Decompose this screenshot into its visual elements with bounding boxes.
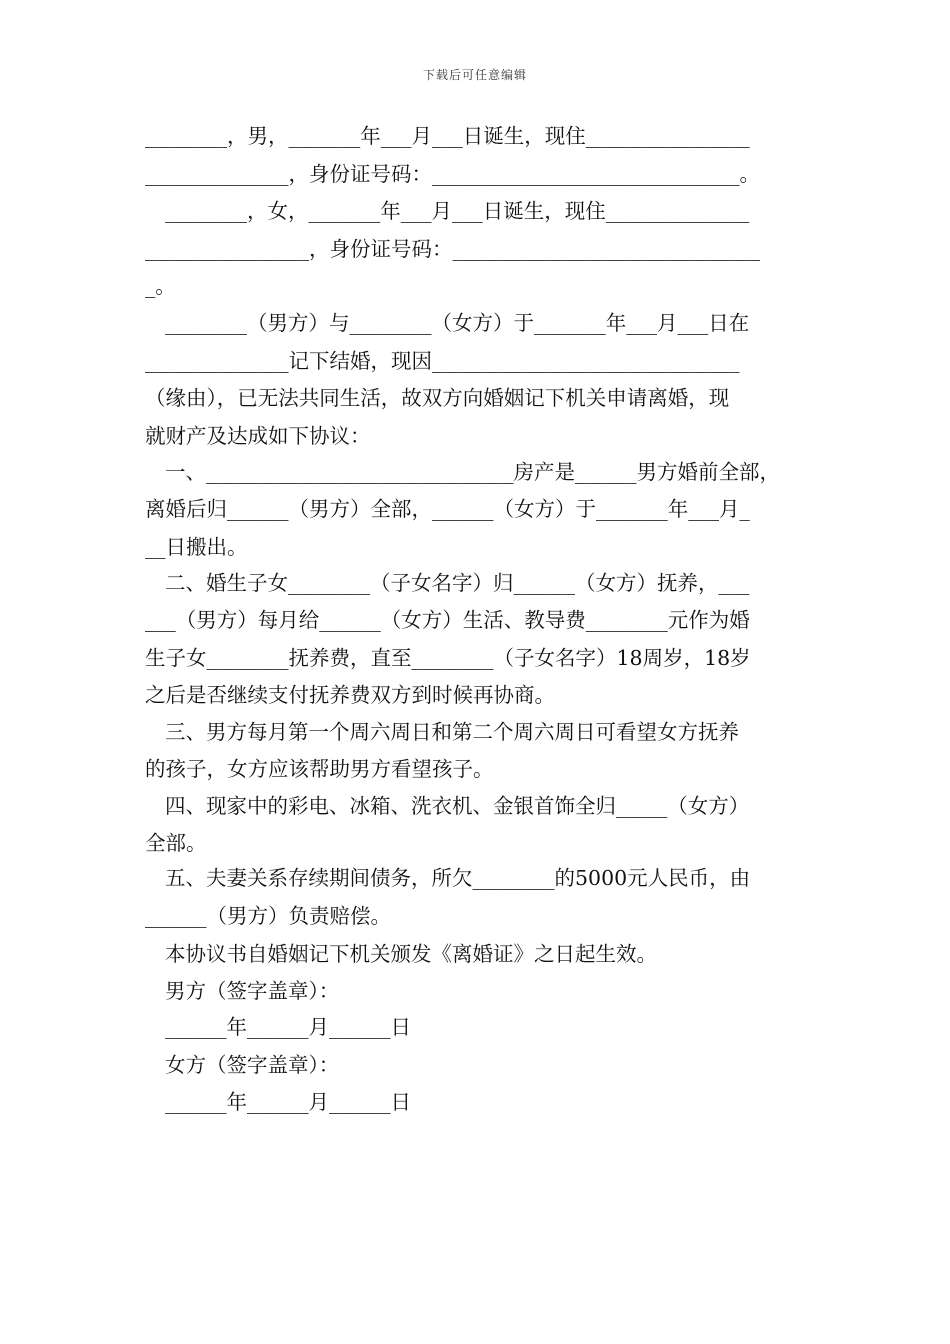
text-line: 男方（签字盖章）： [165,979,340,1003]
text-line: ______年______月______日 [165,1015,411,1039]
text-line: 二、婚生子女________（子女名字）归______（女方）抚养，___ [165,571,750,595]
text-line: ________（男方）与________（女方）于_______年___月___日在 [165,311,750,335]
text-line: 离婚后归______（男方）全部，______（女方）于_______年___月_ [145,497,750,521]
text-line: 全部。 [145,831,207,855]
text-line: ________，男，_______年___月___日诞生，现住________________ [145,124,750,148]
text-line: 女方（签字盖章）： [165,1053,340,1077]
text-line: ______________，身份证号码：______________________________。 [145,162,760,186]
text-line: ___（男方）每月给______（女方）生活、教导费________元作为婚 [145,608,750,632]
text-line: 四、现家中的彩电、冰箱、洗衣机、金银首饰全归_____（女方） [165,794,750,818]
text-line: ________，女，_______年___月___日诞生，现住______________ [165,199,750,223]
text-line: ________________，身份证号码：______________________________ [145,237,760,261]
text-line: 就财产及达成如下协议： [145,424,371,448]
text-line: __日搬出。 [145,535,248,559]
text-line: 本协议书自婚姻记下机关颁发《离婚证》之日起生效。 [165,942,657,966]
text-line: ______（男方）负责赔偿。 [145,904,391,928]
text-line: 三、男方每月第一个周六周日和第二个周六周日可看望女方抚养 [165,720,739,744]
text-line: 生子女________抚养费，直至________（子女名字）18周岁，18岁 [145,646,751,670]
text-line: ______年______月______日 [165,1090,411,1114]
text-line: （缘由），已无法共同生活，故双方向婚姻记下机关申请离婚，现 [145,386,730,410]
text-line: 之后是否继续支付抚养费双方到时候再协商。 [145,683,555,707]
text-line: 的孩子，女方应该帮助男方看望孩子。 [145,757,494,781]
page-header: 下载后可任意编辑 [422,68,527,82]
text-line: ______________记下结婚，现因______________________________ [145,349,740,373]
text-line: _。 [145,274,176,298]
text-line: 一、______________________________房产是______男方婚前全部， [165,460,780,484]
text-line: 五、夫妻关系存续期间债务，所欠________的5000元人民币，由 [165,866,751,890]
